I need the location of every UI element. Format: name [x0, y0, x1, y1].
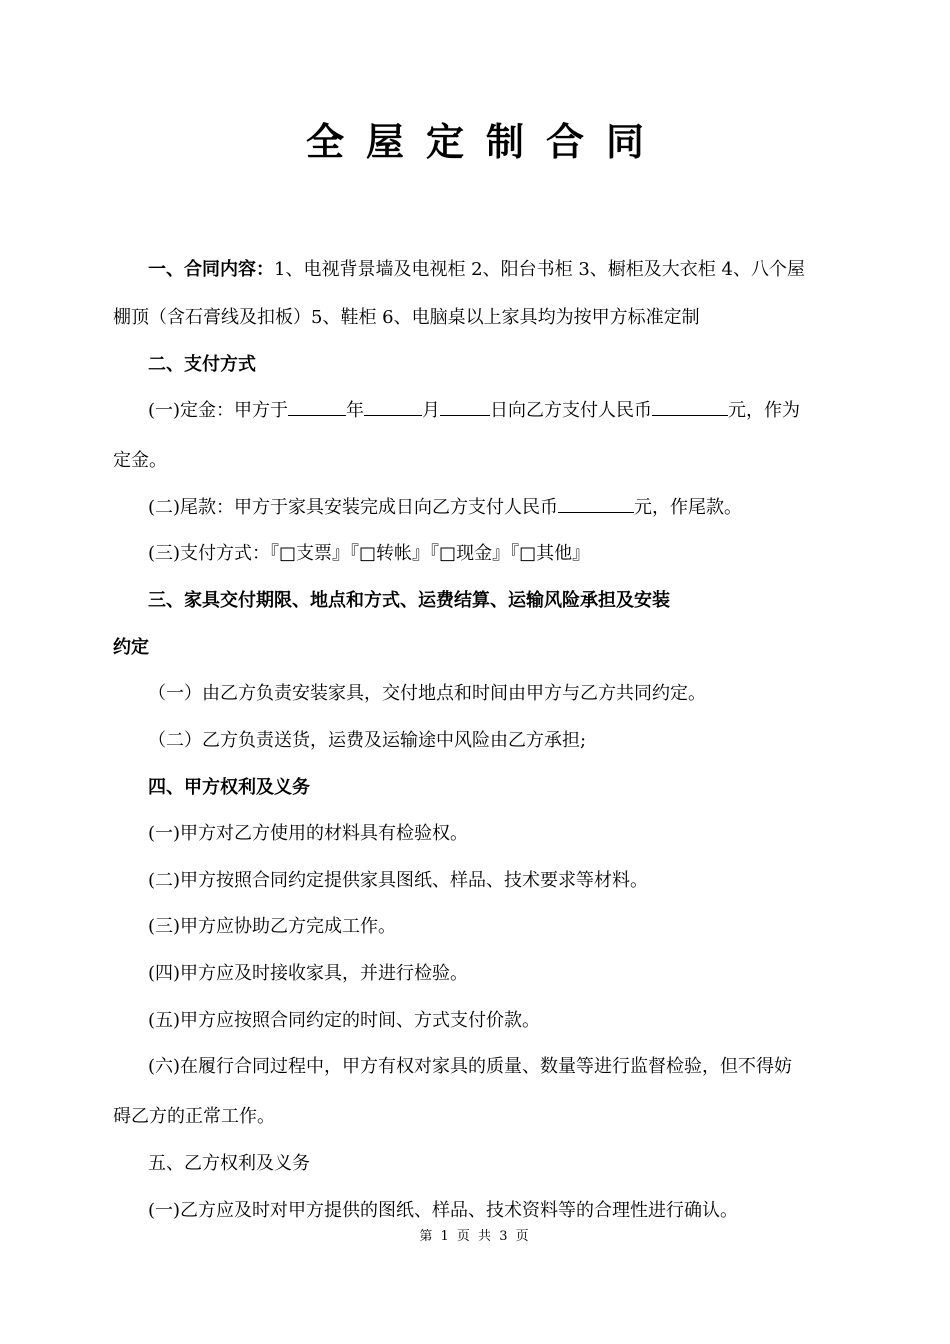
deposit-text: 日向乙方支付人民币 — [490, 400, 653, 421]
deposit-clause-line-1 — [148, 397, 838, 425]
deposit-year-label: 年 — [346, 400, 365, 421]
party-a-clause-3: (三)甲方应协助乙方完成工作。 — [148, 916, 397, 937]
section-2-heading: 二、支付方式 — [148, 354, 256, 375]
party-a-clause-5: (五)甲方应按照合同约定的时间、方式支付价款。 — [148, 1010, 541, 1031]
deposit-month-label: 月 — [422, 400, 441, 421]
party-b-clause-1: (一)乙方应及时对甲方提供的图纸、样品、技术资料等的合理性进行确认。 — [148, 1200, 739, 1221]
party-a-clause-4: (四)甲方应及时接收家具，并进行检验。 — [148, 963, 469, 984]
deposit-amount-blank[interactable] — [652, 397, 728, 416]
deposit-day-blank[interactable] — [440, 397, 490, 416]
deposit-month-blank[interactable] — [364, 397, 422, 416]
contract-items-line-1: 1、电视背景墙及电视柜 2、阳台书柜 3、橱柜及大衣柜 4、八个屋 — [274, 259, 805, 280]
document-title: 全屋定制合同 — [305, 120, 666, 164]
section-3-heading-line-1: 三、家具交付期限、地点和方式、运费结算、运输风险承担及安装 — [148, 590, 670, 611]
deposit-year-blank[interactable] — [288, 397, 346, 416]
section-4-heading: 四、甲方权利及义务 — [148, 777, 310, 798]
final-payment-text: (二)尾款：甲方于家具安装完成日向乙方支付人民币 — [148, 497, 559, 518]
party-a-clause-1: (一)甲方对乙方使用的材料具有检验权。 — [148, 823, 469, 844]
deposit-clause-line-2: 定金。 — [113, 450, 167, 471]
delivery-clause-2: （二）乙方负责送货，运费及运输途中风险由乙方承担; — [148, 730, 587, 751]
final-payment-text-end: 元，作尾款。 — [634, 497, 743, 518]
deposit-text-end: 元，作为 — [728, 400, 801, 421]
section-1-heading: 一、合同内容： — [148, 259, 274, 280]
final-payment-clause — [148, 494, 838, 522]
delivery-clause-1: （一）由乙方负责安装家具，交付地点和时间由甲方与乙方共同约定。 — [148, 683, 706, 704]
party-a-clause-6-line-1: (六)在履行合同过程中，甲方有权对家具的质量、数量等进行监督检验，但不得妨 — [148, 1056, 793, 1077]
section-5-heading: 五、乙方权利及义务 — [148, 1153, 310, 1174]
page-number-footer: 第 1 页 共 3 页 — [419, 1229, 531, 1244]
payment-method-clause: (三)支付方式：『□支票』『□转帐』『□现金』『□其他』 — [148, 543, 591, 564]
final-amount-blank[interactable] — [558, 494, 634, 513]
contract-content-line-1 — [148, 256, 838, 284]
section-3-heading-line-2: 约定 — [113, 637, 149, 658]
party-a-clause-2: (二)甲方按照合同约定提供家具图纸、样品、技术要求等材料。 — [148, 870, 649, 891]
contract-items-line-2: 棚顶（含石膏线及扣板）5、鞋柜 6、电脑桌以上家具均为按甲方标准定制 — [113, 307, 700, 328]
deposit-label: (一)定金：甲方于 — [148, 400, 289, 421]
party-a-clause-6-line-2: 碍乙方的正常工作。 — [113, 1106, 275, 1127]
